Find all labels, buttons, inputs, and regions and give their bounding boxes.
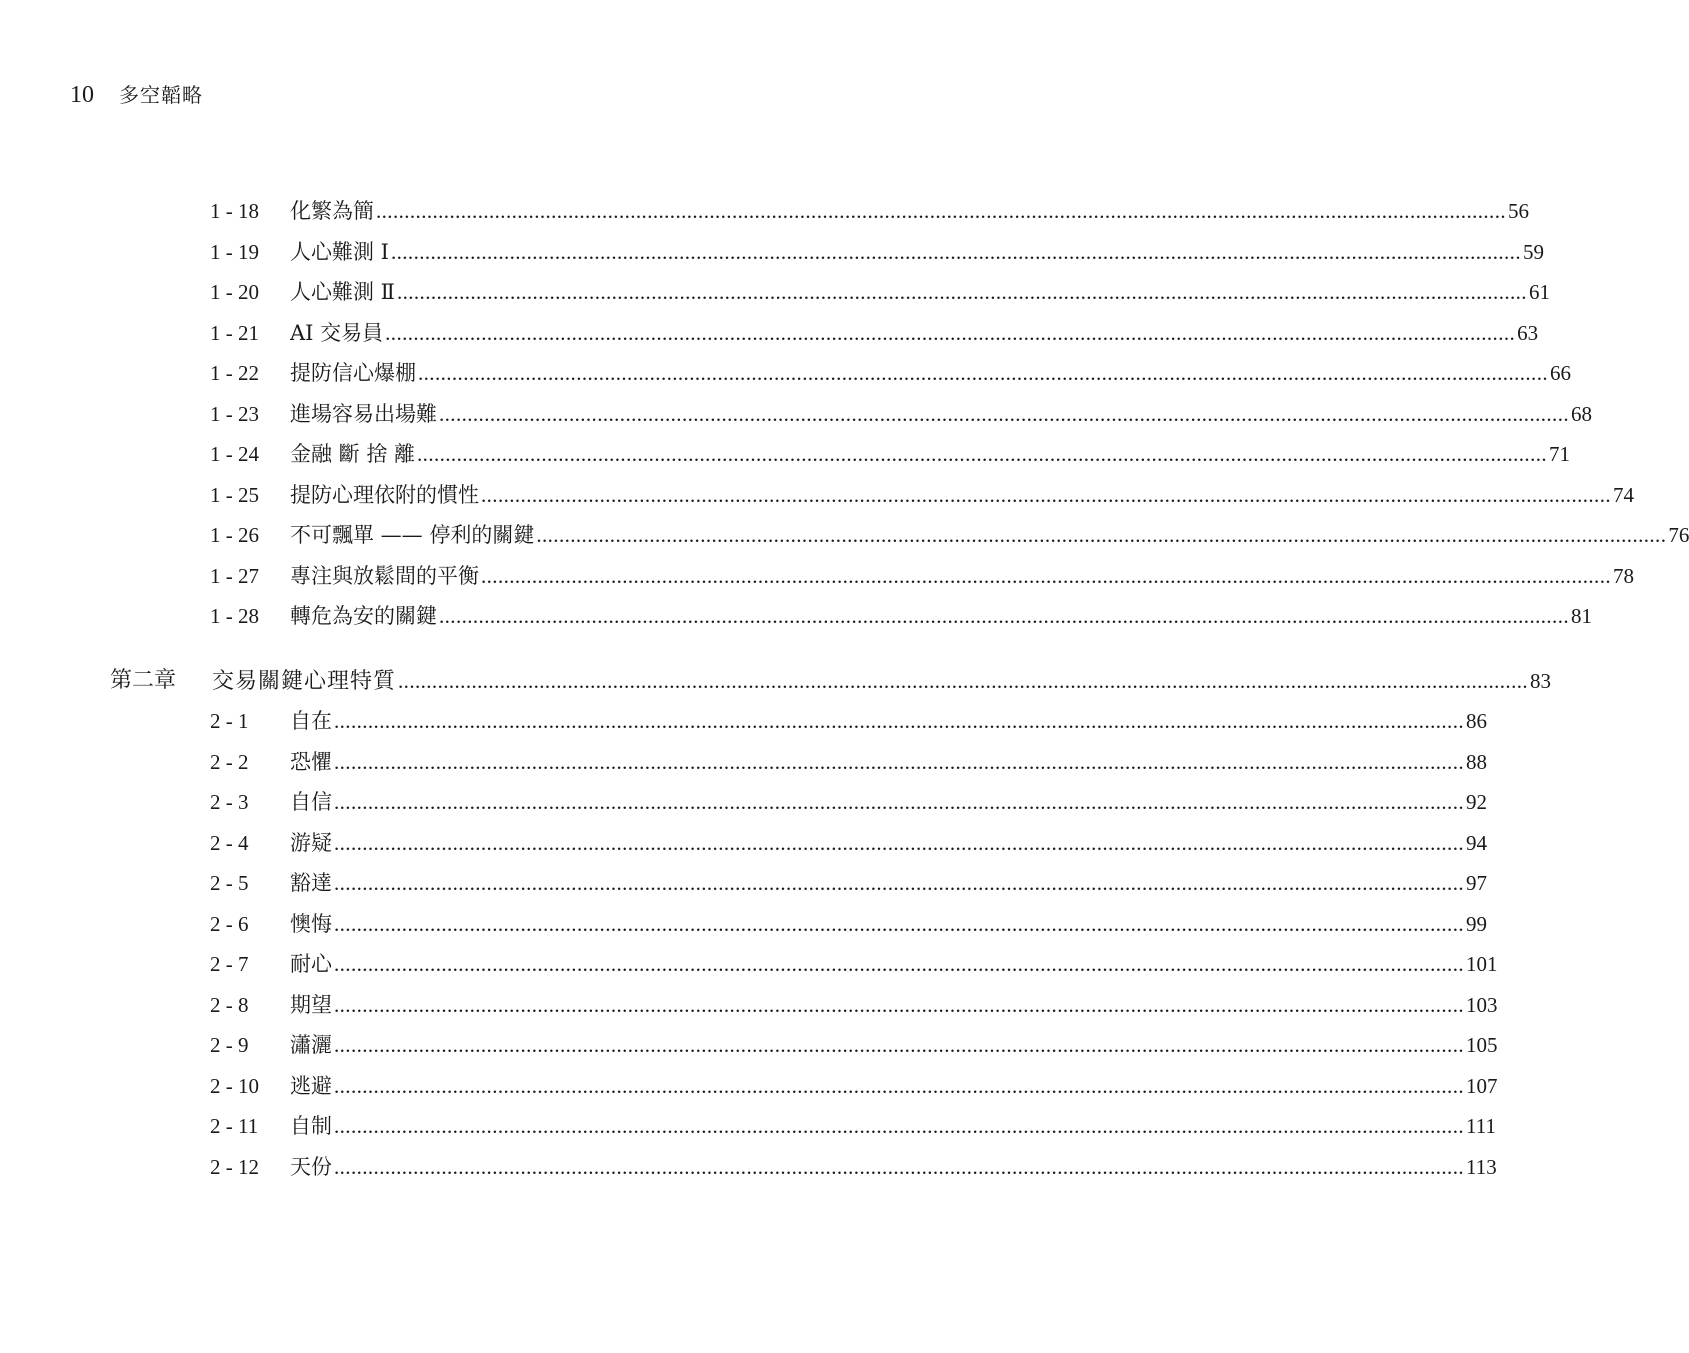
toc-entry — [0, 907, 1487, 941]
toc-entry-title: 恐懼 — [290, 750, 332, 774]
toc-entry-title: 人心難測 Ⅰ — [290, 240, 389, 264]
toc-page-number: 56 — [1508, 199, 1529, 223]
toc-entry — [0, 316, 1539, 350]
page-number: 10 — [70, 82, 94, 108]
toc-page-number: 103 — [1466, 993, 1498, 1017]
toc-chapter-heading — [0, 664, 1552, 698]
toc-dot-leader: ........................................................................................................................................................................................................ — [334, 912, 1464, 936]
toc-entry-title: 期望 — [290, 993, 332, 1017]
toc-entry-title: 提防心理依附的慣性 — [290, 483, 479, 507]
book-title: 多空韜略 — [119, 83, 203, 107]
toc-dot-leader: ........................................................................................................................................................................................................ — [481, 564, 1611, 588]
toc-dot-leader: ........................................................................................................................................................................................................ — [418, 361, 1548, 385]
toc-entry — [0, 1109, 1496, 1143]
toc-entry-title: 專注與放鬆間的平衡 — [290, 564, 479, 588]
toc-dot-leader: ........................................................................................................................................................................................................ — [334, 993, 1464, 1017]
toc-leader-line — [290, 437, 1571, 471]
toc-dot-leader: ........................................................................................................................................................................................................ — [334, 952, 1464, 976]
toc-dot-leader: ........................................................................................................................................................................................................ — [334, 790, 1464, 814]
toc-page-number: 61 — [1528, 280, 1550, 304]
toc-dot-leader: ........................................................................................................................................................................................................ — [396, 280, 1527, 304]
toc-entry-number: 1 - 21 — [210, 321, 259, 345]
toc-entry — [0, 947, 1498, 981]
toc-entry-number: 1 - 27 — [210, 564, 259, 588]
toc-entry — [0, 559, 1634, 593]
toc-entry-number: 2 - 2 — [210, 750, 249, 774]
running-head — [70, 80, 203, 111]
toc-leader-line — [290, 826, 1487, 860]
toc-page-number: 59 — [1522, 240, 1544, 264]
toc-entry-title: 不可飄單 —— 停利的關鍵 — [290, 523, 535, 547]
toc-entry-number: 1 - 22 — [210, 361, 259, 385]
toc-entry-title: 自信 — [290, 790, 332, 814]
toc-page-number: 101 — [1466, 952, 1498, 976]
toc-entry — [0, 275, 1550, 309]
toc-page-number: 76 — [1668, 523, 1689, 547]
toc-dot-leader: ........................................................................................................................................................................................................ — [439, 604, 1569, 628]
toc-dot-leader: ........................................................................................................................................................................................................ — [334, 750, 1464, 774]
toc-entry-title: 耐心 — [290, 952, 332, 976]
toc-leader-line — [290, 518, 1689, 552]
toc-entry — [0, 194, 1529, 228]
toc-leader-line — [212, 664, 1552, 698]
toc-entry — [0, 397, 1592, 431]
toc-chapter-title: 交易關鍵心理特質 — [212, 669, 397, 694]
toc-entry-number: 1 - 18 — [210, 199, 259, 223]
toc-page-number: 113 — [1466, 1155, 1497, 1179]
toc-entry-number: 1 - 25 — [210, 483, 259, 507]
toc-entry — [0, 1069, 1498, 1103]
toc-dot-leader: ........................................................................................................................................................................................................ — [439, 402, 1569, 426]
toc-entry-number: 2 - 5 — [210, 871, 249, 895]
toc-page-number: 94 — [1466, 831, 1487, 855]
toc-leader-line — [290, 356, 1571, 390]
toc-dot-leader: ........................................................................................................................................................................................................ — [417, 442, 1548, 466]
toc-entry — [0, 1028, 1498, 1062]
toc-leader-line — [290, 745, 1487, 779]
toc-page-number: 111 — [1466, 1114, 1496, 1138]
toc-entry-number: 1 - 24 — [210, 442, 259, 466]
toc-entry-number: 2 - 12 — [210, 1155, 259, 1179]
toc-entry-number: 1 - 19 — [210, 240, 259, 264]
toc-dot-leader: ........................................................................................................................................................................................................ — [536, 523, 1667, 547]
toc-entry-number: 2 - 7 — [210, 952, 249, 976]
toc-entry-number: 2 - 3 — [210, 790, 249, 814]
toc-page-number: 78 — [1613, 564, 1634, 588]
toc-dot-leader: ........................................................................................................................................................................................................ — [398, 669, 1529, 693]
toc-page-number: 99 — [1466, 912, 1487, 936]
toc-entry-title: 豁達 — [290, 871, 332, 895]
toc-leader-line — [290, 316, 1539, 350]
toc-leader-line — [290, 785, 1487, 819]
toc-entry-number: 2 - 4 — [210, 831, 249, 855]
toc-entry-title: 化繁為簡 — [290, 199, 374, 223]
toc-entry-number: 2 - 11 — [210, 1114, 259, 1138]
toc-entry-number: 1 - 28 — [210, 604, 259, 628]
toc-entry-title: 提防信心爆棚 — [290, 361, 416, 385]
toc-entry-title: 自制 — [290, 1114, 332, 1138]
toc-entry-title: 人心難測 Ⅱ — [290, 280, 395, 304]
toc-leader-line — [290, 275, 1550, 309]
toc-chapter-label: 第二章 — [110, 668, 177, 693]
toc-dot-leader: ........................................................................................................................................................................................................ — [334, 1155, 1464, 1179]
toc-entry-title: AI 交易員 — [290, 321, 384, 345]
toc-dot-leader: ........................................................................................................................................................................................................ — [334, 1033, 1464, 1057]
toc-entry-title: 自在 — [290, 709, 332, 733]
toc-entry — [0, 1150, 1497, 1184]
toc-entry — [0, 599, 1592, 633]
toc-entry — [0, 235, 1544, 269]
toc-entry — [0, 478, 1634, 512]
toc-leader-line — [290, 1028, 1498, 1062]
toc-leader-line — [290, 866, 1487, 900]
toc-entry-title: 瀟灑 — [290, 1033, 332, 1057]
toc-entry-title: 進場容易出場難 — [290, 402, 437, 426]
toc-page-number: 86 — [1466, 709, 1487, 733]
toc-page-number: 88 — [1466, 750, 1487, 774]
toc-page-number: 92 — [1466, 790, 1487, 814]
toc-leader-line — [290, 947, 1498, 981]
toc-leader-line — [290, 397, 1592, 431]
toc-leader-line — [290, 194, 1529, 228]
toc-entry — [0, 704, 1487, 738]
toc-entry — [0, 866, 1487, 900]
toc-dot-leader: ........................................................................................................................................................................................................ — [376, 199, 1506, 223]
toc-page-number: 71 — [1549, 442, 1571, 466]
toc-entry-number: 1 - 23 — [210, 402, 259, 426]
toc-entry-number: 2 - 10 — [210, 1074, 259, 1098]
toc-page-number: 68 — [1571, 402, 1592, 426]
toc-entry-title: 逃避 — [290, 1074, 332, 1098]
toc-page-number: 83 — [1530, 669, 1552, 693]
toc-leader-line — [290, 478, 1634, 512]
toc-dot-leader: ........................................................................................................................................................................................................ — [481, 483, 1611, 507]
toc-entry-title: 轉危為安的關鍵 — [290, 604, 437, 628]
toc-leader-line — [290, 1069, 1498, 1103]
toc-leader-line — [290, 1109, 1496, 1143]
toc-entry-number: 1 - 20 — [210, 280, 259, 304]
toc-leader-line — [290, 907, 1487, 941]
toc-entry — [0, 826, 1487, 860]
toc-page-number: 105 — [1466, 1033, 1498, 1057]
toc-entry — [0, 356, 1571, 390]
toc-entry-title: 金融 斷 捨 離 — [290, 442, 416, 466]
toc-entry-title: 天份 — [290, 1155, 332, 1179]
toc-dot-leader: ........................................................................................................................................................................................................ — [334, 871, 1464, 895]
toc-dot-leader: ........................................................................................................................................................................................................ — [390, 240, 1521, 264]
toc-entry — [0, 437, 1571, 471]
toc-entry-title: 游疑 — [290, 831, 332, 855]
toc-page-number: 107 — [1466, 1074, 1498, 1098]
toc-leader-line — [290, 559, 1634, 593]
toc-entry-number: 2 - 6 — [210, 912, 249, 936]
toc-dot-leader: ........................................................................................................................................................................................................ — [334, 1114, 1464, 1138]
toc-leader-line — [290, 599, 1592, 633]
toc-entry — [0, 745, 1487, 779]
toc-leader-line — [290, 235, 1544, 269]
toc-page-number: 63 — [1517, 321, 1539, 345]
toc-entry-title: 懊悔 — [290, 912, 332, 936]
toc-entry — [0, 988, 1498, 1022]
toc-entry — [0, 518, 1689, 552]
toc-dot-leader: ........................................................................................................................................................................................................ — [385, 321, 1516, 345]
toc-entry — [0, 785, 1487, 819]
toc-page-number: 74 — [1613, 483, 1634, 507]
toc-entry-number: 2 - 9 — [210, 1033, 249, 1057]
toc-leader-line — [290, 1150, 1497, 1184]
toc-dot-leader: ........................................................................................................................................................................................................ — [334, 1074, 1464, 1098]
toc-page-number: 66 — [1550, 361, 1571, 385]
toc-page-number: 97 — [1466, 871, 1487, 895]
toc-entry-number: 2 - 8 — [210, 993, 249, 1017]
toc-leader-line — [290, 704, 1487, 738]
toc-entry-number: 1 - 26 — [210, 523, 259, 547]
toc-dot-leader: ........................................................................................................................................................................................................ — [334, 831, 1464, 855]
toc-page-number: 81 — [1571, 604, 1592, 628]
toc-entry-number: 2 - 1 — [210, 709, 249, 733]
toc-dot-leader: ........................................................................................................................................................................................................ — [334, 709, 1464, 733]
toc-leader-line — [290, 988, 1498, 1022]
